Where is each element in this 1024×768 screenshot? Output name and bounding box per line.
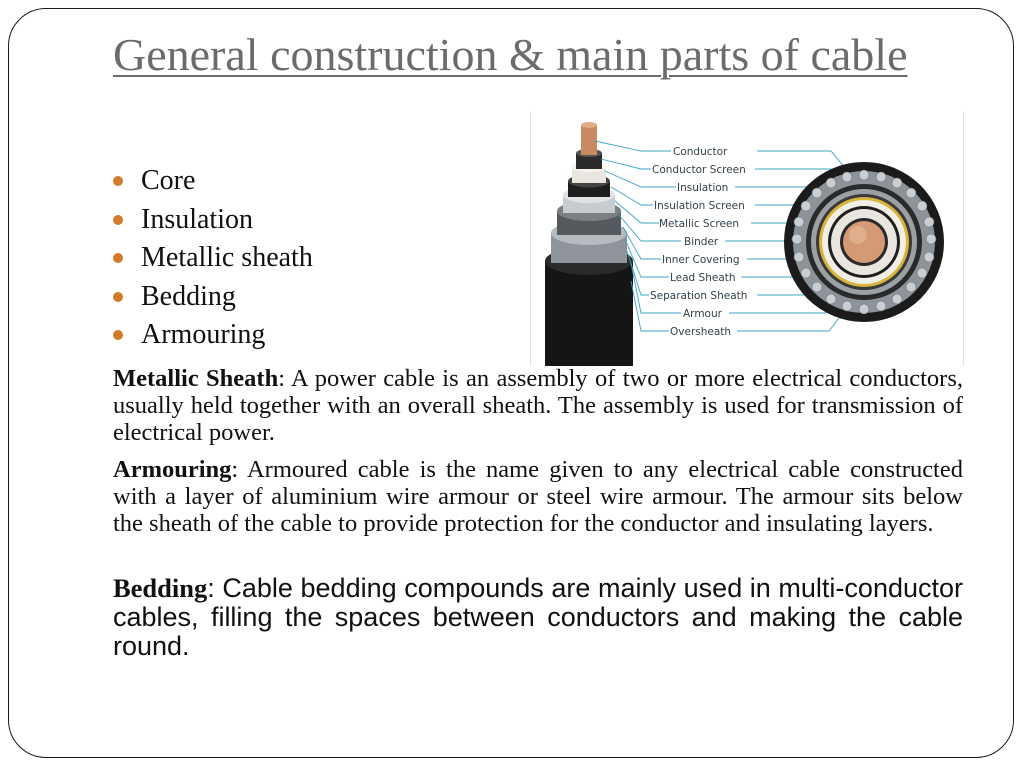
paragraph-term: Bedding xyxy=(113,573,208,603)
bullet-item xyxy=(113,201,313,240)
cable-side-view-illustration xyxy=(545,122,633,366)
figure-label: Conductor Screen xyxy=(652,164,746,176)
paragraph-text: : A power cable is an assembly of two or more electrical conductors, usually held together with an overall sheath. The assembly is used for transmission of electrical power. xyxy=(113,365,963,446)
figure-label: Armour xyxy=(683,308,722,320)
bullet-icon xyxy=(113,215,123,225)
figure-label: Conductor xyxy=(673,146,728,158)
figure-label: Metallic Screen xyxy=(659,218,740,230)
bullet-text: Armouring xyxy=(141,319,266,350)
bullet-text: Insulation xyxy=(141,203,253,235)
cable-cross-section-figure xyxy=(530,111,964,366)
bullet-item xyxy=(113,316,313,355)
bullet-list xyxy=(113,162,313,355)
figure-label: Separation Sheath xyxy=(650,290,748,302)
bullet-icon xyxy=(113,253,123,263)
cable-cross-section-illustration xyxy=(784,162,944,322)
paragraph-metallic-sheath xyxy=(113,365,963,446)
slide-title: General construction & main parts of cable xyxy=(113,29,908,80)
figure-label: Binder xyxy=(684,236,719,248)
bullet-text: Bedding xyxy=(141,280,236,312)
figure-label: Insulation Screen xyxy=(654,200,745,212)
paragraph-term: Metallic Sheath xyxy=(113,365,279,392)
figure-label: Lead Sheath xyxy=(670,272,736,284)
bullet-icon xyxy=(113,292,123,302)
paragraph-bedding xyxy=(113,574,963,661)
bullet-item xyxy=(113,278,313,317)
bullet-text: Metallic sheath xyxy=(141,242,313,273)
bullet-icon xyxy=(113,176,123,186)
bullet-item xyxy=(113,239,313,278)
bullet-item xyxy=(113,162,313,201)
paragraph-armouring xyxy=(113,456,963,537)
figure-label: Oversheath xyxy=(670,326,732,338)
figure-labels xyxy=(650,146,747,338)
paragraph-term: Armouring xyxy=(113,456,232,483)
figure-label: Insulation xyxy=(677,182,729,194)
bullet-icon xyxy=(113,330,123,340)
bullet-text: Core xyxy=(141,165,196,196)
paragraph-text: : Cable bedding compounds are mainly used in multi-conductor cables, filling the spaces between conductors and making the cable round. xyxy=(113,573,963,661)
figure-label: Inner Covering xyxy=(662,254,740,266)
paragraph-text: : Armoured cable is the name given to any electrical cable constructed with a layer of aluminium wire armour or steel wire armour. The armour sits below the sheath of the cable to provide protection for the conductor and insulating layers. xyxy=(113,456,963,537)
